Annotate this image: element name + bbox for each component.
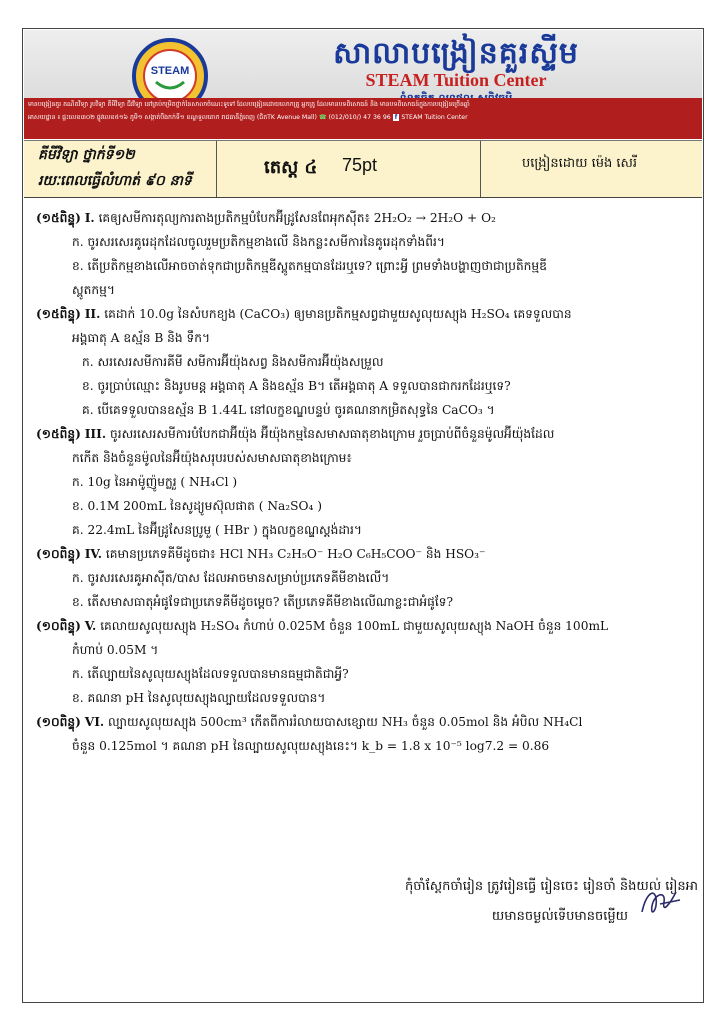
question-3c: គ. 22.4mL នៃអ៊ីដ្រូសែនប្រូមួ ( HBr ) ក្នុងលក្ខខណ្ឌស្តង់ដារ។ — [72, 523, 362, 537]
question-points: (១០ពិន្ទុ) — [36, 715, 81, 729]
test-info-bar — [24, 140, 702, 198]
test-duration: រយៈពេលធ្វើលំហាត់ ៩០ នាទី — [38, 173, 192, 189]
question-2c: គ. បើគេទទួលបានឧស្ម័ន B 1.44L នៅលក្ខខណ្ឌបន្ទប់ ចូរគណនាកម្រិតសុទ្ធនៃ CaCO₃ ។ — [82, 403, 495, 417]
question-5b: ខ. គណនា pH នៃសូលុយស្យុងល្បាយដែលទទួលបាន។ — [72, 691, 326, 705]
question-number: II. — [84, 307, 101, 321]
question-1b: ខ. តើប្រតិកម្មខាងលើអាចចាត់ទុកជាប្រតិកម្មឌីស្ពូតកម្មបានដែរឬទេ? ព្រោះអ្វី ព្រមទាំងបង្ហាញថាជាប្រតិកម្មឌី — [72, 259, 547, 273]
question-4 — [36, 542, 696, 566]
band-services: មានបង្រៀនគួរ គណិតវិទ្យា រូបវិទ្យា គីមីវិទ្យា ជីវវិទ្យា នៅគ្រប់កម្រិតថ្នាក់នៃសាលាចំណេះទូទៅ ដែលបង្រៀនដោយលោកគ្រូ អ្នកគ្រូ ដែលមានបទពិសោធន៍ និង មានបទពិសោធន៍ក្នុងការបង្រៀនច្រើនឆ្នាំ — [28, 101, 470, 108]
question-3-cont: កកើត និងចំនួនម៉ូលនៃអ៊ីយ៉ុងសរុបរបស់សមាសធាតុខាងក្រោម៖ — [72, 451, 352, 465]
question-5a: ក. តើល្បាយនៃសូលុយស្យុងដែលទទួលបានមានធម្មជាតិជាអ្វី? — [72, 667, 349, 681]
teacher-signature — [636, 884, 686, 920]
question-points: (១០ពិន្ទុ) — [36, 619, 81, 633]
band-facebook: STEAM Tuition Center — [401, 114, 468, 121]
band-address: អាសយដ្ឋាន ៖ ផ្ទះលេខ៣០២ ផ្លូវលេខ៥១៦ ភូមិ១ សង្កាត់បឹងកក់ទី១ ខណ្ឌទួលគោក រាជធានីភ្នំពេញ (ជិតTK Avenue Mall) — [28, 114, 317, 121]
question-3a: ក. 10g នៃអាម៉ូញ៉ូមក្លរួ ( NH₄Cl ) — [72, 475, 238, 489]
school-name-english: STEAM Tuition Center — [365, 70, 547, 90]
question-points: (១០ពិន្ទុ) — [36, 547, 81, 561]
question-3b: ខ. 0.1M 200mL នៃសូដ្យូមស៊ុលផាត ( Na₂SO₄ ) — [72, 499, 323, 513]
question-number: IV. — [84, 547, 103, 561]
info-divider — [216, 141, 217, 197]
band-phone: (012/010/) 47 36 96 — [328, 114, 391, 121]
logo-text: STEAM — [150, 65, 190, 77]
band-contact — [24, 111, 702, 124]
header-info-band — [24, 98, 702, 139]
footer-line-2: យមានចម្ងល់ទើបមានចម្លើយ — [491, 909, 628, 924]
question-points: (១៥ពិន្ទុ) — [36, 211, 81, 225]
question-points: (១៥ពិន្ទុ) — [36, 307, 81, 321]
question-2-cont: អង្គធាតុ A ឧស្ម័ន B និង ទឹក។ — [72, 331, 210, 345]
question-1b-cont: ស្ពូតកម្ម។ — [72, 283, 115, 297]
question-5-cont: កំហាប់ 0.05M ។ — [72, 643, 159, 657]
school-name-khmer: សាលាបង្រៀនគួរស្ទីម — [333, 36, 579, 71]
question-5 — [36, 614, 696, 638]
question-number: V. — [84, 619, 97, 633]
question-2a: ក. សរសេរសមីការគីមី សមីការអ៊ីយ៉ុងសព្វ និងសមីការអ៊ីយ៉ុងសម្រួល — [82, 355, 384, 369]
question-text: ល្បាយសូលុយស្យុង 500cm³ កើតពីការរំលាយបាសខ្សោយ NH₃ ចំនួន 0.05mol និង អំបិល NH₄Cl — [108, 715, 583, 729]
question-text: គេដាក់ 10.0g នៃសំបកខ្យង (CaCO₃) ឲ្យមានប្រតិកម្មសព្វជាមួយសូលុយស្យុង H₂SO₄ គេទទួលបាន — [104, 307, 572, 321]
teacher-name: បង្រៀនដោយ ម៉េង សេរី — [522, 156, 638, 171]
question-points: (១៥ពិន្ទុ) — [36, 427, 81, 441]
question-1a: ក. ចូរសរសេរគូរេដុកដែលចូលរួមប្រតិកម្មខាងលើ និងកន្លះសមីការនៃគូរេដុកទាំងពីរ។ — [72, 235, 445, 249]
question-3 — [36, 422, 696, 446]
subject-grade: គីមីវិទ្យា ថ្នាក់ទី១២ — [38, 147, 135, 163]
question-number: III. — [84, 427, 107, 441]
test-points: 75pt — [342, 155, 378, 175]
question-6 — [36, 710, 696, 734]
question-6-cont: ចំនួន 0.125mol ។ គណនា pH នៃល្បាយសូលុយស្យុងនេះ។ k_b = 1.8 x 10⁻⁵ log7.2 = 0.86 — [72, 739, 550, 753]
facebook-icon: f — [394, 114, 398, 121]
question-text: គេមានប្រភេទគីមីដូចជា៖ HCl NH₃ C₂H₅O⁻ H₂O C₆H₅COO⁻ និង HSO₃⁻ — [105, 547, 486, 561]
test-number: តេស្ត ៤ — [264, 157, 318, 178]
phone-icon: ☎ — [318, 114, 327, 121]
question-number: VI. — [84, 715, 105, 729]
question-text: ចូរសរសេរសមីការបំបែកជាអ៊ីយ៉ុង អ៊ីយ៉ុងកម្មនៃសមាសធាតុខាងក្រោម រួចប្រាប់ពីចំនួនម៉ូលអ៊ីយ៉ុងដែល — [109, 427, 555, 441]
question-text: គេឲ្យសមីការតុល្យការតាងប្រតិកម្មបំបែកអ៊ីដ្រូសែនពែអុកស៊ីត៖ 2H₂O₂ → 2H₂O + O₂ — [98, 211, 496, 225]
question-4b: ខ. តើសមាសធាតុអំផូទែជាប្រភេទគីមីដូចម្តេច? តើប្រភេទគីមីខាងលើណាខ្លះជាអំផូទែ? — [72, 595, 453, 609]
question-4a: ក. ចូរសរសេរគូអាស៊ីត/បាស ដែលអាចមានសម្រាប់ប្រភេទគីមីខាងលើ។ — [72, 571, 390, 585]
questions — [36, 206, 696, 758]
question-text: គេលាយសូលុយស្យុង H₂SO₄ កំហាប់ 0.025M ចំនួន 100mL ជាមួយសូលុយស្យុង NaOH ចំនួន 100mL — [100, 619, 609, 633]
footer-line-1: កុំចាំស្ដែកចាំរៀន ត្រូវរៀនធ្វើ រៀនចេះ រៀនចាំ និងយល់ រៀនអា — [404, 879, 698, 894]
info-divider — [480, 141, 481, 197]
question-1 — [36, 206, 696, 230]
question-2b: ខ. ចូរប្រាប់ឈ្មោះ និងរូបមន្ត អង្គធាតុ A និងឧស្ម័ន B។ តើអង្គធាតុ A ទទួលបានជាករកដែរឬទេ? — [82, 379, 511, 393]
question-2 — [36, 302, 696, 326]
question-number: I. — [84, 211, 95, 225]
